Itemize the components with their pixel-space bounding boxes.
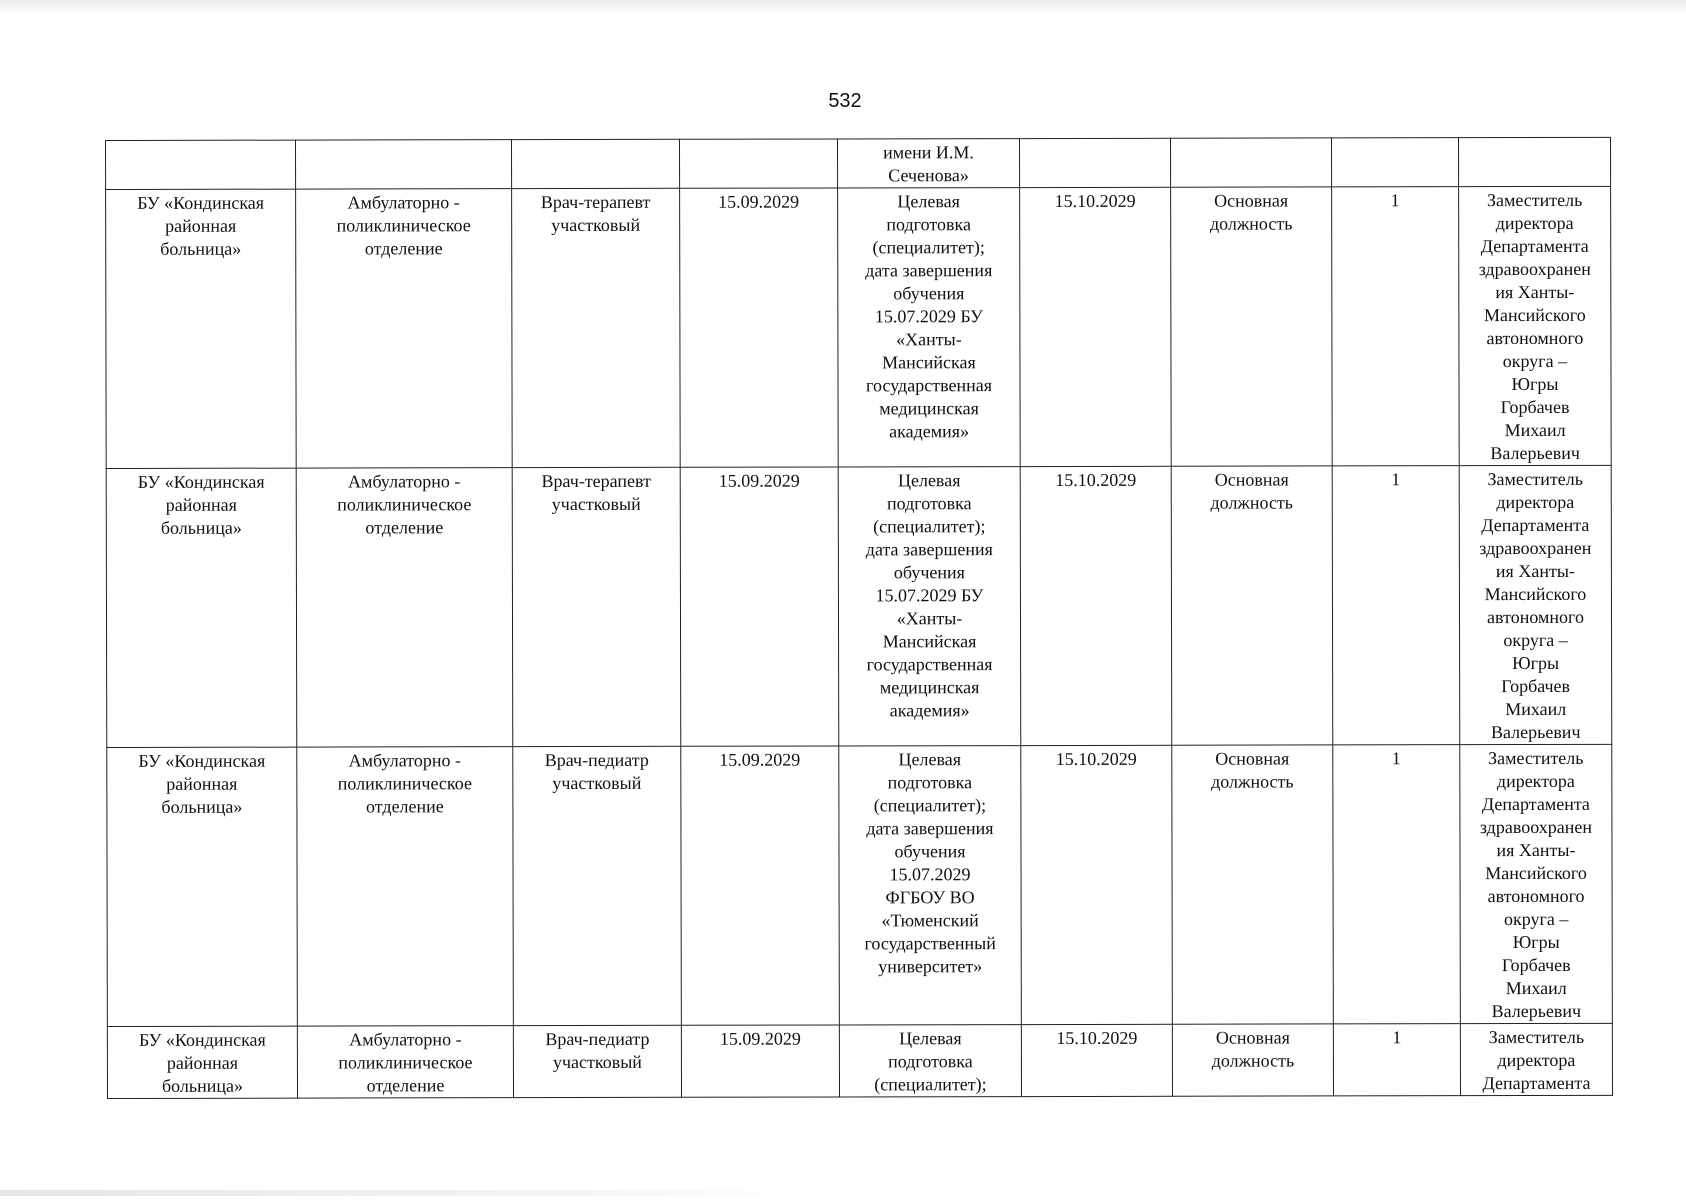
scan-edge-top	[0, 0, 1686, 14]
cell-date-end: 15.10.2029	[1020, 466, 1172, 745]
cell-date-start: 15.09.2029	[681, 1025, 839, 1097]
cell-count: 1	[1332, 187, 1460, 466]
cell-count: 1	[1332, 466, 1460, 745]
cell-position: Врач-педиатр участковый	[513, 746, 682, 1025]
cell-job-type: Основная должность	[1171, 187, 1333, 466]
cell-job-type: Основная должность	[1172, 1024, 1333, 1096]
cell-position: Врач-терапевт участковый	[512, 188, 681, 467]
cell-training: Целевая подготовка (специалитет);	[839, 1025, 1021, 1097]
cell-organization: БУ «Кондинская районная больница»	[107, 1026, 297, 1098]
cell-organization	[106, 140, 296, 189]
cell-count: 1	[1333, 745, 1461, 1024]
cell-training: Целевая подготовка (специалитет); дата завершения обучения 15.07.2029 БУ «Ханты- Мансийская государственная медицинская академия»	[838, 467, 1021, 746]
page-number: 532	[828, 90, 862, 112]
cell-date-start: 15.09.2029	[680, 467, 839, 746]
table-row	[106, 186, 1612, 468]
cell-count	[1331, 138, 1458, 187]
cell-date-end: 15.10.2029	[1021, 745, 1173, 1024]
cell-date-start	[679, 139, 837, 188]
cell-date-start: 15.09.2029	[680, 188, 839, 467]
cell-training: Целевая подготовка (специалитет); дата завершения обучения 15.07.2029 БУ «Ханты- Мансийская государственная медицинская академия»	[838, 188, 1021, 467]
vacancy-table	[105, 137, 1613, 1099]
cell-date-end	[1019, 138, 1170, 187]
table-row	[107, 744, 1613, 1026]
cell-responsible: Заместитель директора Департамента здравоохранен ия Ханты- Мансийского автономного округа – Югры Горбачев Михаил Валерьевич	[1460, 744, 1613, 1023]
cell-date-end: 15.10.2029	[1020, 187, 1172, 466]
table-row	[107, 1023, 1612, 1098]
table-row	[106, 465, 1612, 747]
cell-responsible: Заместитель директора Департамента здравоохранен ия Ханты- Мансийского автономного округа – Югры Горбачев Михаил Валерьевич	[1459, 186, 1612, 465]
cell-department: Амбулаторно - поликлиническое отделение	[296, 468, 513, 747]
cell-training: имени И.М. Сеченова»	[837, 139, 1019, 188]
scan-edge-bottom	[0, 1190, 800, 1196]
cell-responsible: Заместитель директора Департамента	[1460, 1023, 1612, 1095]
cell-department: Амбулаторно - поликлиническое отделение	[297, 747, 514, 1026]
cell-department: Амбулаторно - поликлиническое отделение	[297, 1026, 513, 1098]
cell-position	[512, 139, 680, 188]
cell-date-end: 15.10.2029	[1021, 1024, 1172, 1096]
cell-responsible: Заместитель директора Департамента здравоохранен ия Ханты- Мансийского автономного округа – Югры Горбачев Михаил Валерьевич	[1459, 465, 1612, 744]
cell-training: Целевая подготовка (специалитет); дата завершения обучения 15.07.2029 ФГБОУ ВО «Тюменский государственный университет»	[839, 746, 1022, 1025]
table-row	[106, 137, 1611, 189]
cell-position: Врач-педиатр участковый	[513, 1025, 681, 1097]
cell-job-type: Основная должность	[1171, 466, 1333, 745]
cell-organization: БУ «Кондинская районная больница»	[107, 747, 298, 1026]
cell-department	[296, 140, 512, 189]
cell-organization: БУ «Кондинская районная больница»	[106, 468, 297, 747]
cell-job-type: Основная должность	[1172, 745, 1334, 1024]
cell-responsible	[1458, 137, 1610, 186]
cell-department: Амбулаторно - поликлиническое отделение	[296, 189, 513, 468]
cell-count: 1	[1333, 1024, 1460, 1096]
cell-date-start: 15.09.2029	[681, 746, 840, 1025]
cell-job-type	[1170, 138, 1331, 187]
cell-organization: БУ «Кондинская районная больница»	[106, 189, 297, 468]
cell-position: Врач-терапевт участковый	[512, 467, 681, 746]
